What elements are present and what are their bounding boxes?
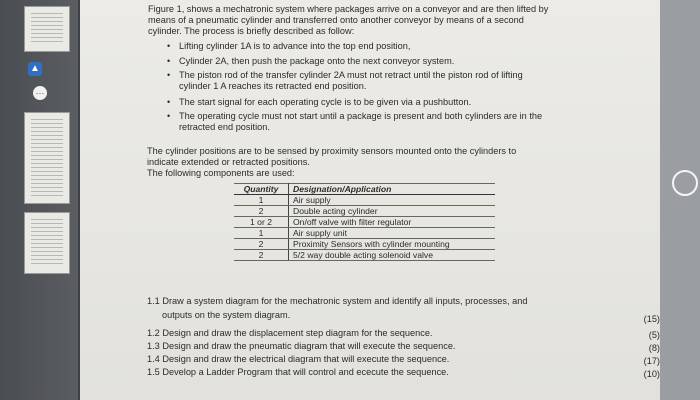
bullet-item: • The operating cycle must not start until a package is present and both cylinders are in the (179, 111, 542, 122)
app-icon[interactable]: ▲ (28, 62, 42, 76)
sensor-line: indicate extended or retracted positions. (147, 157, 310, 167)
document-page (80, 0, 660, 400)
intro-line: means of a pneumatic cylinder and transferred onto another conveyor by means of a second (148, 15, 524, 25)
page-thumbnail[interactable] (24, 112, 70, 204)
intro-line: Figure 1, shows a mechatronic system where packages arrive on a conveyor and are then lifted by (148, 4, 549, 14)
question-marks: (5) (648, 330, 660, 340)
column-header-quantity: Quantity (234, 184, 289, 195)
question-text: 1.4 Design and draw the electrical diagram that will execute the sequence. (147, 354, 450, 364)
question-text-cont: outputs on the system diagram. (162, 310, 291, 320)
table-row (234, 228, 495, 239)
table-row (234, 250, 495, 261)
table-row (234, 217, 495, 228)
right-panel (660, 0, 700, 400)
quantity-cell: 2 (234, 206, 289, 217)
page-thumbnail[interactable] (24, 6, 70, 52)
designation-cell: Air supply (289, 195, 496, 206)
bullet-item: • Cylinder 2A, then push the package onto the next conveyor system. (179, 56, 454, 67)
question-marks: (10) (643, 369, 660, 379)
quantity-cell: 2 (234, 239, 289, 250)
thumbnail-sidebar (0, 0, 78, 400)
bullet-item-cont: retracted end position. (179, 122, 270, 132)
question-marks: (17) (643, 356, 660, 366)
question-text: 1.1 Draw a system diagram for the mechatronic system and identify all inputs, processes, and (147, 296, 528, 306)
bullet-item: • The start signal for each operating cycle is to be given via a pushbutton. (179, 97, 471, 108)
bullet-item-cont: cylinder 1 A reaches its retracted end position. (179, 81, 367, 91)
designation-cell: Proximity Sensors with cylinder mounting (289, 239, 496, 250)
table-row (234, 239, 495, 250)
more-icon[interactable]: ⋯ (33, 86, 47, 100)
question-text: 1.2 Design and draw the displacement step diagram for the sequence. (147, 328, 433, 338)
table-row (234, 195, 495, 206)
designation-cell: 5/2 way double acting solenoid valve (289, 250, 496, 261)
sensor-line: The following components are used: (147, 168, 295, 178)
question-text: 1.3 Design and draw the pneumatic diagram that will execute the sequence. (147, 341, 456, 351)
column-header-designation: Designation/Application (289, 184, 496, 195)
table-row (234, 206, 495, 217)
designation-cell: On/off valve with filter regulator (289, 217, 496, 228)
page-thumbnail[interactable] (24, 212, 70, 274)
quantity-cell: 1 (234, 195, 289, 206)
intro-line: cylinder. The process is briefly described as follow: (148, 26, 355, 36)
quantity-cell: 1 or 2 (234, 217, 289, 228)
components-table (234, 183, 495, 261)
quantity-cell: 2 (234, 250, 289, 261)
bullet-item: • The piston rod of the transfer cylinder 2A must not retract until the piston rod of lifting (179, 70, 523, 81)
designation-cell: Double acting cylinder (289, 206, 496, 217)
table-header-row (234, 184, 495, 195)
designation-cell: Air supply unit (289, 228, 496, 239)
quantity-cell: 1 (234, 228, 289, 239)
question-marks: (15) (643, 314, 660, 324)
sensor-line: The cylinder positions are to be sensed by proximity sensors mounted onto the cylinders to (147, 146, 517, 156)
question-marks: (8) (648, 343, 660, 353)
question-text: 1.5 Develop a Ladder Program that will control and ececute the sequence. (147, 367, 449, 377)
circle-button-icon[interactable] (672, 170, 698, 196)
bullet-item: • Lifting cylinder 1A is to advance into the top end position, (179, 41, 410, 52)
